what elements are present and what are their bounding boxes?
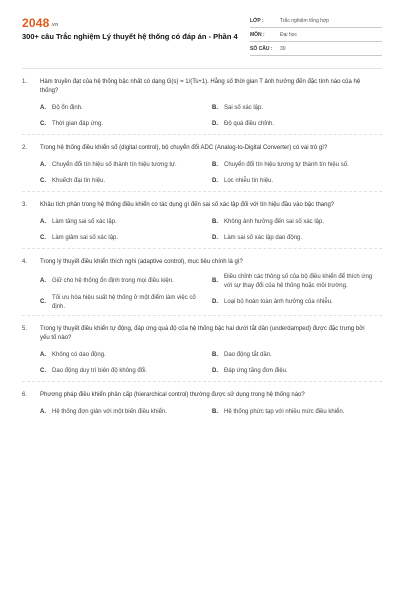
meta-row-class <box>250 14 382 28</box>
answer-option-b[interactable] <box>212 349 384 361</box>
answer-option-d[interactable] <box>212 175 384 187</box>
option-letter: C. <box>40 234 46 241</box>
meta-value: Trắc nghiệm tổng hợp <box>280 17 329 24</box>
page-header <box>0 0 400 62</box>
question-number: 6. <box>22 392 28 398</box>
document-meta-table <box>250 14 382 56</box>
answer-option-c[interactable] <box>40 118 212 130</box>
answer-option-d[interactable] <box>212 294 384 311</box>
question-body: Hàm truyền đạt của hệ thống bậc nhất có dạng G(s) = 1/(Ts+1). Hằng số thời gian T ảnh hưởng đến đặc tính nào của hệ thống? <box>40 79 361 94</box>
question-number: 2. <box>22 145 28 151</box>
meta-label: SỐ CÂU : <box>250 45 273 52</box>
option-letter: D. <box>212 177 218 184</box>
option-letter: A. <box>40 161 46 168</box>
option-text: Chuyển đổi tín hiệu số thành tín hiệu tương tự. <box>52 161 177 168</box>
answer-option-a[interactable] <box>40 349 212 361</box>
option-letter: D. <box>212 234 218 241</box>
answer-option-c[interactable] <box>40 232 212 244</box>
answer-option-b[interactable] <box>212 102 384 114</box>
option-text: Lọc nhiễu tín hiệu. <box>224 177 274 184</box>
option-text: Chuyển đổi tín hiệu tương tự thành tín hiệu số. <box>224 161 349 168</box>
option-text: Đáp ứng tăng đơn điệu. <box>224 367 288 374</box>
option-text: Hệ thống đơn giản với một biến điều khiển. <box>52 408 167 415</box>
option-letter: B. <box>212 104 218 111</box>
answer-option-c[interactable] <box>40 294 212 311</box>
question-number: 1. <box>22 79 28 85</box>
option-letter: D. <box>212 299 218 306</box>
answer-options <box>40 406 382 418</box>
option-text: Sai số xác lập. <box>224 104 264 111</box>
answer-option-a[interactable] <box>40 159 212 171</box>
option-letter: A. <box>40 408 46 415</box>
question-body: Phương pháp điều khiển phân cấp (hierarchical control) thường được sử dụng trong hệ thống nào? <box>40 392 305 398</box>
answer-options <box>40 349 382 377</box>
option-text: Dao động duy trì biên độ không đổi. <box>52 367 148 374</box>
option-letter: B. <box>212 161 218 168</box>
answer-options <box>40 102 382 130</box>
answer-option-a[interactable] <box>40 216 212 228</box>
answer-option-d[interactable] <box>212 118 384 130</box>
question-text <box>22 391 382 400</box>
question-text <box>22 258 382 267</box>
meta-row-subject <box>250 28 382 42</box>
answer-option-a[interactable] <box>40 273 212 290</box>
site-logo[interactable] <box>22 16 58 30</box>
option-text: Khuếch đại tín hiệu. <box>52 177 106 184</box>
question-text <box>22 78 382 96</box>
option-letter: B. <box>212 218 218 225</box>
question-text <box>22 201 382 210</box>
option-text: Làm giảm sai số xác lập. <box>52 234 119 241</box>
question-number: 3. <box>22 202 28 208</box>
option-letter: C. <box>40 367 46 374</box>
meta-label: LỚP : <box>250 17 264 24</box>
option-text: Độ quá điều chỉnh. <box>224 120 275 127</box>
document-title: 300+ câu Trắc nghiệm Lý thuyết hệ thống có đáp án - Phần 4 <box>22 32 238 41</box>
option-text: Làm sai số xác lập dao động. <box>224 234 303 241</box>
answer-option-b[interactable] <box>212 273 384 290</box>
meta-value: Đại học <box>280 31 297 38</box>
question-list <box>22 78 382 431</box>
meta-value: 30 <box>280 45 286 52</box>
answer-options <box>40 216 382 244</box>
option-letter: B. <box>212 278 218 285</box>
question-item <box>22 391 382 422</box>
option-letter: A. <box>40 218 46 225</box>
question-number: 4. <box>22 259 28 265</box>
question-text <box>22 325 382 343</box>
question-item <box>22 258 382 316</box>
option-text: Điều chỉnh các thông số của bộ điều khiển để thích ứng với sự thay đổi của hệ thống hoặc môi trường. <box>224 274 373 289</box>
option-letter: D. <box>212 367 218 374</box>
question-item <box>22 201 382 249</box>
option-text: Độ ổn định. <box>52 104 83 111</box>
option-letter: B. <box>212 408 218 415</box>
option-letter: A. <box>40 351 46 358</box>
option-letter: C. <box>40 177 46 184</box>
answer-option-b[interactable] <box>212 159 384 171</box>
option-text: Hệ thống phức tạp với nhiều mức điều khiển. <box>224 408 345 415</box>
answer-option-c[interactable] <box>40 365 212 377</box>
answer-option-d[interactable] <box>212 232 384 244</box>
answer-options <box>40 159 382 187</box>
question-body: Khâu tích phân trong hệ thống điều khiển có tác dụng gì đến sai số xác lập đối với tín hiệu đầu vào bậc thang? <box>40 202 335 208</box>
option-text: Không ảnh hưởng đến sai số xác lập. <box>224 218 325 225</box>
answer-options <box>40 273 382 311</box>
option-text: Loại bỏ hoàn toàn ảnh hưởng của nhiễu. <box>224 299 333 306</box>
question-item <box>22 325 382 382</box>
meta-label: MÔN : <box>250 31 265 38</box>
question-text <box>22 144 382 153</box>
question-item <box>22 78 382 135</box>
option-text: Không có dao động. <box>52 351 106 358</box>
option-letter: A. <box>40 104 46 111</box>
answer-option-b[interactable] <box>212 406 384 418</box>
option-letter: B. <box>212 351 218 358</box>
question-body: Trong lý thuyết điều khiển thích nghi (adaptive control), mục tiêu chính là gì? <box>40 259 243 265</box>
question-body: Trong hệ thống điều khiển số (digital control), bộ chuyển đổi ADC (Analog-to-Digital Converter) có vai trò gì? <box>40 145 328 151</box>
option-letter: C. <box>40 299 46 306</box>
option-text: Thời gian đáp ứng. <box>52 120 103 127</box>
question-item <box>22 144 382 192</box>
option-text: Giữ cho hệ thống ổn định trong mọi điều kiện. <box>52 278 174 285</box>
answer-option-b[interactable] <box>212 216 384 228</box>
option-text: Làm tăng sai số xác lập. <box>52 218 117 225</box>
option-letter: C. <box>40 120 46 127</box>
meta-row-question-count <box>250 42 382 56</box>
header-divider <box>22 68 382 69</box>
answer-option-a[interactable] <box>40 406 212 418</box>
option-letter: A. <box>40 278 46 285</box>
option-text: Tối ưu hóa hiệu suất hệ thống ở một điểm làm việc cố định. <box>52 295 196 310</box>
answer-option-c[interactable] <box>40 175 212 187</box>
logo-suffix: .vn <box>50 22 59 28</box>
question-number: 5. <box>22 326 28 332</box>
question-body: Trong lý thuyết điều khiển tự động, đáp ứng quá độ của hệ thống bậc hai dưới tắt dần (underdamped) được đặc trưng bởi yếu tố nào? <box>40 326 365 341</box>
option-letter: D. <box>212 120 218 127</box>
answer-option-a[interactable] <box>40 102 212 114</box>
answer-option-d[interactable] <box>212 365 384 377</box>
option-text: Dao động tắt dần. <box>224 351 272 358</box>
logo-main: 2048 <box>22 16 50 30</box>
